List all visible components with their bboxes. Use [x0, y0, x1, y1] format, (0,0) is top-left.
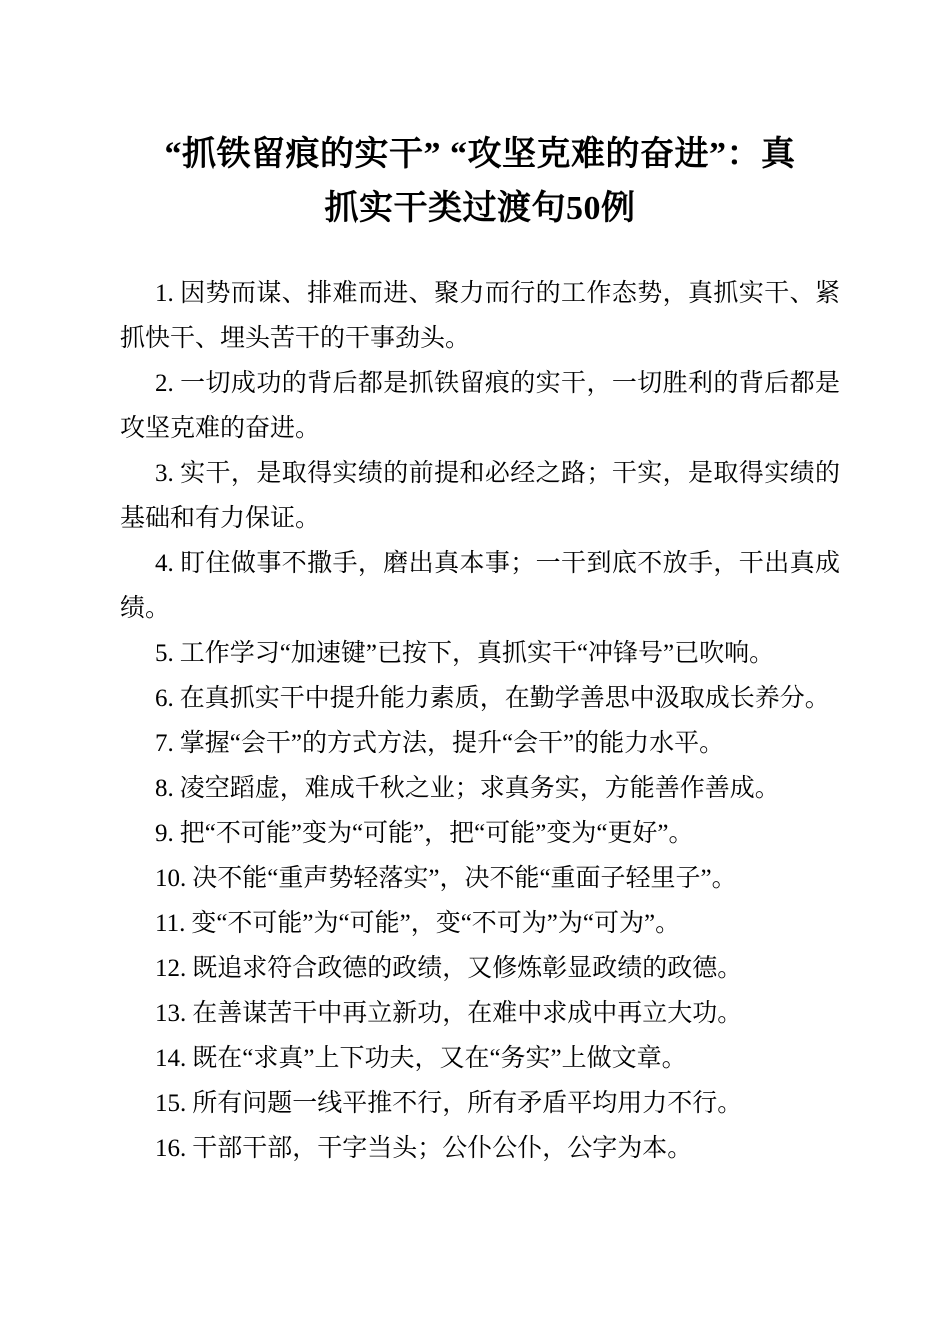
item-number: 10. — [155, 865, 187, 892]
item-number: 1. — [155, 280, 174, 307]
list-item — [120, 631, 840, 676]
list-item — [120, 361, 840, 451]
item-number: 7. — [155, 730, 174, 757]
item-number: 2. — [155, 370, 174, 397]
list-item — [120, 856, 840, 901]
list-item — [120, 271, 840, 361]
item-text: 因势而谋、排难而进、聚力而行的工作态势，真抓实干、紧抓快干、埋头苦干的干事劲头。 — [120, 280, 840, 352]
item-number: 11. — [155, 910, 186, 937]
item-number: 8. — [155, 775, 174, 802]
list-item — [120, 991, 840, 1036]
document-title — [120, 128, 840, 236]
item-text: 凌空蹈虚，难成千秋之业；求真务实，方能善作善成。 — [179, 775, 780, 802]
item-number: 15. — [155, 1090, 187, 1117]
item-text: 工作学习“加速键”已按下，真抓实干“冲锋号”已吹响。 — [179, 640, 775, 667]
list-item — [120, 721, 840, 766]
item-number: 16. — [155, 1135, 187, 1162]
item-text: 实干，是取得实绩的前提和必经之路；干实，是取得实绩的基础和有力保证。 — [120, 460, 840, 532]
list-item — [120, 451, 840, 541]
list-item — [120, 1036, 840, 1081]
list-item — [120, 541, 840, 631]
item-text: 所有问题一线平推不行，所有矛盾平均用力不行。 — [192, 1090, 743, 1117]
item-number: 3. — [155, 460, 174, 487]
document-body — [120, 271, 840, 1171]
item-number: 9. — [155, 820, 174, 847]
item-text: 变“不可能”为“可能”，变“不可为”为“可为”。 — [191, 910, 681, 937]
item-text: 盯住做事不撒手，磨出真本事；一干到底不放手，干出真成绩。 — [120, 550, 840, 622]
item-text: 掌握“会干”的方式方法，提升“会干”的能力水平。 — [179, 730, 725, 757]
item-number: 6. — [155, 685, 174, 712]
item-text: 既在“求真”上下功夫，又在“务实”上做文章。 — [192, 1045, 687, 1072]
list-item — [120, 946, 840, 991]
list-item — [120, 766, 840, 811]
item-text: 干部干部，干字当头；公仆公仆，公字为本。 — [192, 1135, 693, 1162]
item-text: 决不能“重声势轻落实”，决不能“重面子轻里子”。 — [192, 865, 737, 892]
document-title-line-1: “抓铁留痕的实干” “攻坚克难的奋进”：真 — [164, 136, 796, 173]
item-number: 12. — [155, 955, 187, 982]
list-item — [120, 676, 840, 721]
item-number: 14. — [155, 1045, 187, 1072]
item-number: 4. — [155, 550, 174, 577]
item-text: 在善谋苦干中再立新功，在难中求成中再立大功。 — [192, 1000, 743, 1027]
list-item — [120, 901, 840, 946]
item-text: 既追求符合政德的政绩，又修炼彰显政绩的政德。 — [192, 955, 743, 982]
item-number: 5. — [155, 640, 174, 667]
item-text: 把“不可能”变为“可能”，把“可能”变为“更好”。 — [179, 820, 694, 847]
list-item — [120, 1081, 840, 1126]
document-title-line-2: 抓实干类过渡句50例 — [324, 190, 636, 227]
list-item — [120, 1126, 840, 1171]
item-text: 一切成功的背后都是抓铁留痕的实干，一切胜利的背后都是攻坚克难的奋进。 — [120, 370, 840, 442]
item-text: 在真抓实干中提升能力素质，在勤学善思中汲取成长养分。 — [179, 685, 830, 712]
item-number: 13. — [155, 1000, 187, 1027]
list-item — [120, 811, 840, 856]
